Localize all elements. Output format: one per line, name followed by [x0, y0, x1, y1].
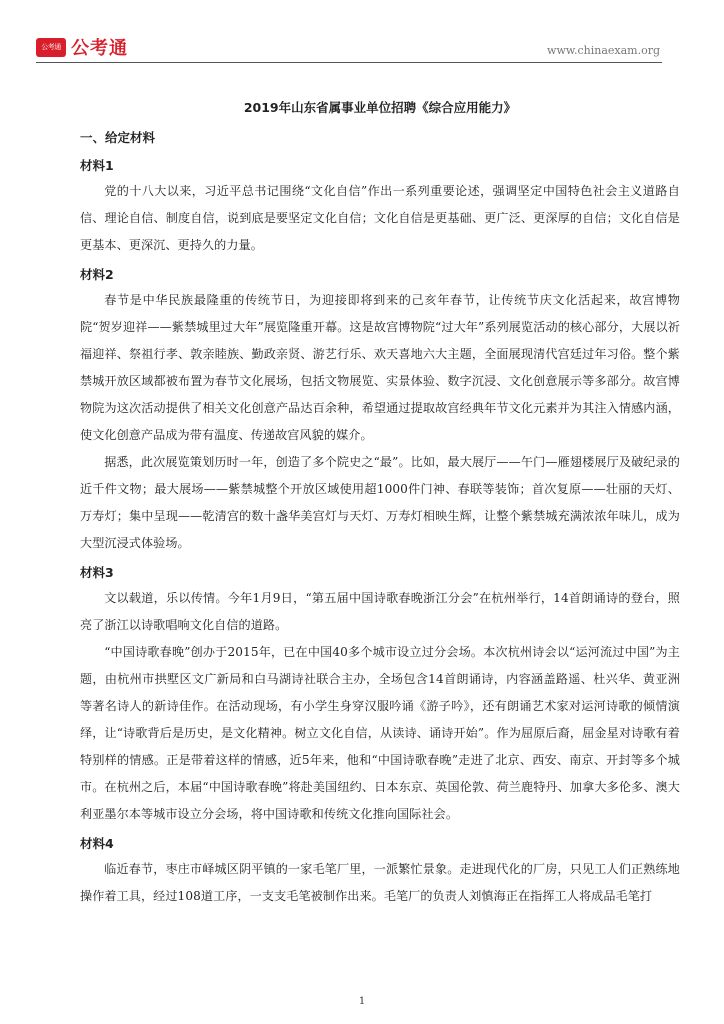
paragraph: 文以载道，乐以传情。今年1月9日，“第五届中国诗歌春晚浙江分会”在杭州举行，14首朗诵诗的登台，照亮了浙江以诗歌唱响文化自信的道路。 [80, 591, 680, 632]
material-4 [80, 834, 680, 910]
material-3 [80, 563, 680, 828]
material-heading: 材料4 [80, 836, 114, 851]
material-2 [80, 265, 680, 557]
header-divider [36, 62, 662, 63]
paragraph: 据悉，此次展览策划历时一年，创造了多个院史之“最”。比如，最大展厅——午门—雁翅楼展厅及破纪录的近千件文物；最大展场——紫禁城整个开放区域使用超1000件门神、春联等装饰；首次复原——壮丽的天灯、万寿灯；集中呈现——乾清宫的数十盏华美宫灯与天灯、万寿灯相映生辉，让整个紫禁城充满浓浓年味儿，成为大型沉浸式体验场。 [80, 455, 680, 550]
brand-logo[interactable] [36, 36, 128, 58]
section-heading: 一、给定材料 [80, 130, 156, 145]
material-heading: 材料3 [80, 565, 114, 580]
page-header [0, 0, 724, 66]
material-heading: 材料2 [80, 267, 114, 282]
material-heading: 材料1 [80, 158, 114, 173]
document-title: 2019年山东省属事业单位招聘《综合应用能力》 [243, 100, 517, 115]
material-1 [80, 156, 680, 259]
paragraph: 临近春节，枣庄市峄城区阴平镇的一家毛笔厂里，一派繁忙景象。走进现代化的厂房，只见工人们正熟练地操作着工具，经过108道工序，一支支毛笔被制作出来。毛笔厂的负责人刘慎海正在指挥工人将成品毛笔打 [80, 862, 680, 903]
logo-text: 公考通 [71, 38, 128, 59]
paragraph: 春节是中华民族最隆重的传统节日，为迎接即将到来的己亥年春节，让传统节庆文化活起来，故宫博物院“贺岁迎祥——紫禁城里过大年”展览隆重开幕。这是故宫博物院“过大年”系列展览活动的核心部分，大展以祈福迎祥、祭祖行孝、敦亲睦族、勤政亲贤、游艺行乐、欢天喜地六大主题，全面展现清代宫廷过年习俗。整个紫禁城开放区域都被布置为春节文化展场，包括文物展览、实景体验、数字沉浸、文化创意展示等多部分。故宫博物院为这次活动提供了相关文化创意产品达百余种，希望通过提取故宫经典年节文化元素并为其注入情感内涵，使文化创意产品成为带有温度、传递故宫风貌的媒介。 [80, 293, 680, 442]
paragraph: 党的十八大以来，习近平总书记围绕“文化自信”作出一系列重要论述，强调坚定中国特色社会主义道路自信、理论自信、制度自信，说到底是要坚定文化自信；文化自信是更基础、更广泛、更深厚的自信；文化自信是更基本、更深沉、更持久的力量。 [80, 184, 680, 252]
paragraph: “中国诗歌春晚”创办于2015年，已在中国40多个城市设立过分会场。本次杭州诗会以“运河流过中国”为主题，由杭州市拱墅区文广新局和白马湖诗社联合主办，全场包含14首朗诵诗，内容涵盖路遥、杜兴华、黄亚洲等著名诗人的新诗佳作。在活动现场，有小学生身穿汉服吟诵《游子吟》，还有朗诵艺术家对运河诗歌的倾情演绎，让“诗歌背后是历史，是文化精神。树立文化自信，从读诗、诵诗开始”。作为屈原后裔，屈金星对诗歌有着特别样的情感。正是带着这样的情感，近5年来，他和“中国诗歌春晚”走进了北京、西安、南京、开封等多个城市。在杭州之后，本届“中国诗歌春晚”将赴美国纽约、日本东京、英国伦敦、荷兰鹿特丹、加拿大多伦多、澳大利亚墨尔本等城市设立分会场，将中国诗歌和传统文化推向国际社会。 [80, 645, 680, 821]
logo-badge-icon: 公考通 [36, 38, 66, 57]
page-number: 1 [358, 996, 366, 1007]
document-body [80, 98, 680, 910]
site-url[interactable]: www.chinaexam.org [547, 44, 660, 57]
